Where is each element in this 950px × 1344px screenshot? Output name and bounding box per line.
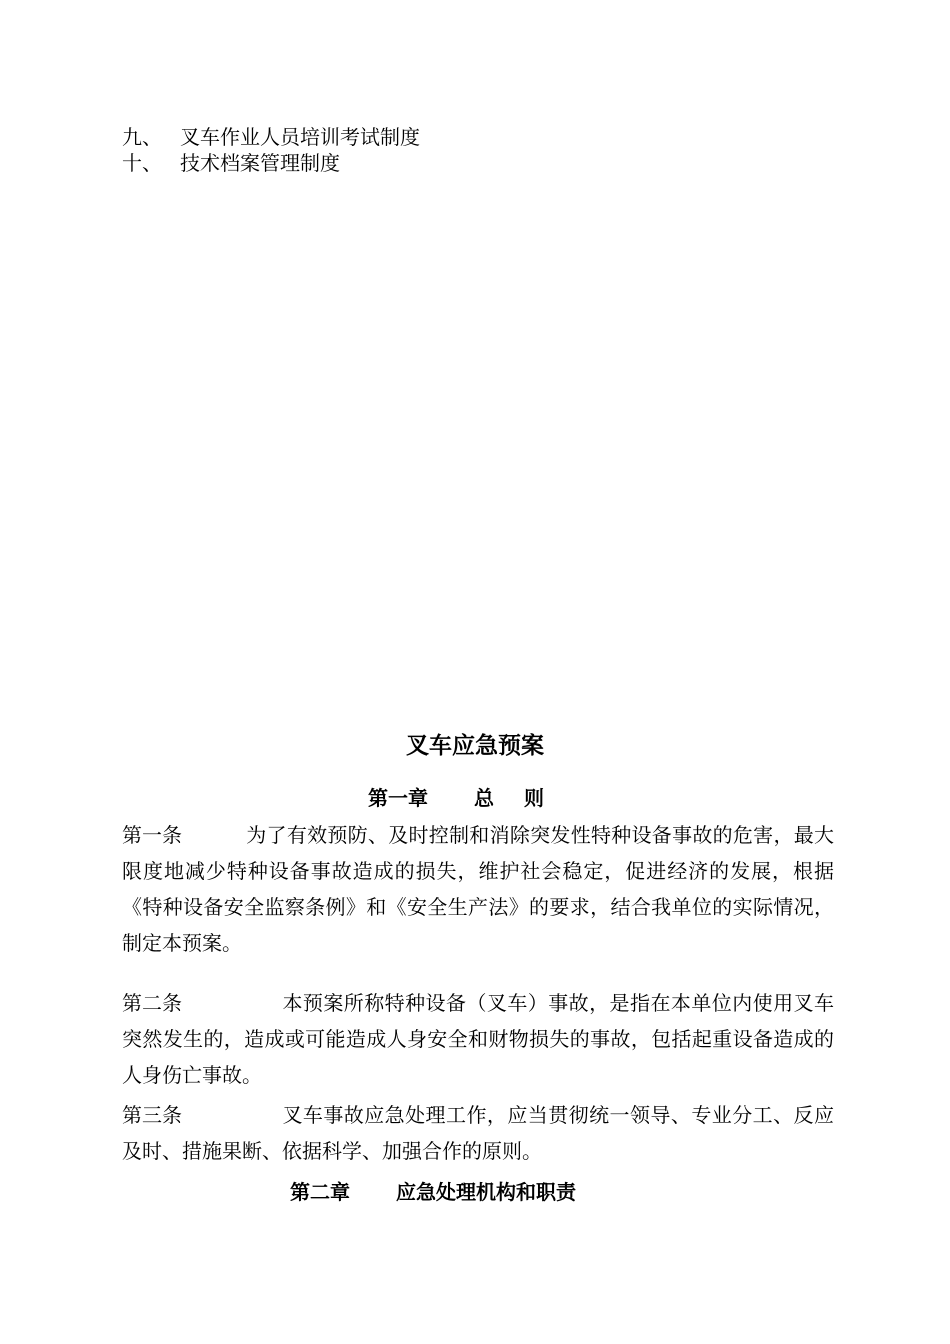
chapter-one-heading [368, 784, 544, 812]
article-text: 叉车事故应急处理工作，应当贯彻统一领导、专业分工、反应及时、措施果断、依据科学、加强合作的原则。 [122, 1103, 834, 1163]
chapter-one-title-char: 则 [524, 786, 544, 810]
list-item-text: 叉车作业人员培训考试制度 [180, 125, 420, 149]
chapter-two-heading [290, 1178, 576, 1206]
list-item-number: 十、 [122, 151, 162, 175]
document-list [122, 124, 822, 176]
list-item [122, 150, 822, 176]
article-three [122, 1097, 834, 1169]
list-item-text: 技术档案管理制度 [180, 151, 340, 175]
chapter-two-label: 第二章 [290, 1180, 350, 1204]
chapter-one-title-char: 总 [474, 786, 494, 810]
article-label: 第二条 [122, 991, 182, 1015]
chapter-two-title: 应急处理机构和职责 [396, 1180, 576, 1204]
list-item [122, 124, 822, 150]
article-text: 本预案所称特种设备（叉车）事故，是指在本单位内使用叉车突然发生的，造成或可能造成人身安全和财物损失的事故，包括起重设备造成的人身伤亡事故。 [122, 991, 834, 1087]
list-item-number: 九、 [122, 125, 162, 149]
chapter-one-label: 第一章 [368, 786, 428, 810]
article-two [122, 985, 834, 1093]
article-label: 第三条 [122, 1103, 182, 1127]
article-one [122, 817, 834, 961]
article-label: 第一条 [122, 823, 182, 847]
document-title: 叉车应急预案 [406, 733, 544, 759]
article-text: 为了有效预防、及时控制和消除突发性特种设备事故的危害，最大限度地减少特种设备事故造成的损失，维护社会稳定，促进经济的发展，根据《特种设备安全监察条例》和《安全生产法》的要求，结合我单位的实际情况，制定本预案。 [122, 823, 834, 955]
